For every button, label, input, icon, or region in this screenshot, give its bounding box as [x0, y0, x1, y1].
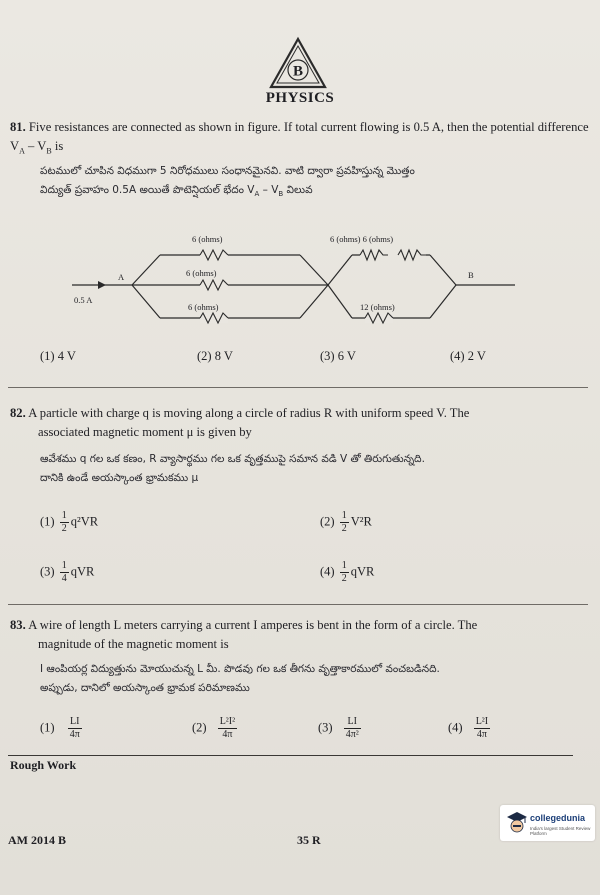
separator [8, 604, 588, 605]
circuit-diagram [60, 228, 530, 340]
graduate-logo-icon [506, 811, 528, 835]
question-number: 82. [10, 406, 26, 420]
q82-option-4: (4) $\frac{1}{2}$ qVR [320, 560, 375, 584]
label-r-top: 6 (ohms) [192, 234, 223, 244]
watermark-name: collegedunia [530, 813, 586, 823]
question-82-telugu: ఆవేశము q గల ఒక కణం, R వ్యాసార్థము గల ఒక వృత్తముపై సమాన వడి V తో తిరుగుతున్నది. దానికి ఉండే అయస్కాంత భ్రామకము μ [40, 453, 425, 484]
question-83-telugu: I ఆంపియర్ల విద్యుత్తును మోయుచున్న L మీ. పొడవు గల ఒక తీగను వృత్తాకారములో వంచబడినది. అప్పుడు, దానిలో అయస్కాంత భ్రామక పరిమాణము [40, 663, 440, 694]
q82-option-2: (2) $\frac{1}{2}$ V²R [320, 510, 372, 534]
q83-option-1: (1) $\frac{LI}{4\pi}$ [40, 716, 80, 740]
watermark-badge [500, 805, 595, 841]
booklet-code: B [292, 63, 304, 80]
rough-work-label: Rough Work [10, 758, 77, 772]
node-b-label: B [468, 270, 474, 280]
label-r-mid: 6 (ohms) [186, 268, 217, 278]
current-label: 0.5 A [74, 295, 93, 305]
q83-option-4: (4) $\frac{\text{L²I}}{4\pi}$ [448, 716, 489, 740]
node-a-label: A [118, 272, 125, 282]
question-83-text: 83. A wire of length L meters carrying a current I amperes is bent in the form of a circle. The magnitude of the magnetic moment is [10, 618, 478, 651]
q83-option-3: (3) $\frac{LI}{\text{4π²}}$ [318, 716, 359, 740]
page-number: 35 R [297, 833, 321, 847]
label-r-right-top: 6 (ohms) 6 (ohms) [330, 234, 394, 244]
paper-code: AM 2014 B [8, 833, 66, 847]
question-81-text: 81. Five resistances are connected as shown in figure. If total current flowing is 0.5 A, then the potential difference $V_A - V_B$ is [10, 120, 589, 156]
q81-option-3: (3) 6 V [320, 349, 356, 363]
current-arrow-icon [98, 281, 106, 289]
label-r-low: 6 (ohms) [188, 302, 219, 312]
q83-option-2: (2) $\frac{\text{L²I²}}{4\pi}$ [192, 716, 236, 740]
q82-option-1: (1) $\frac{1}{2}$ q²VR [40, 510, 99, 534]
booklet-code-triangle [268, 36, 328, 90]
question-number: 81. [10, 120, 26, 134]
q81-option-1: (1) 4 V [40, 349, 76, 363]
question-81-telugu: పటములో చూపిన విధముగా 5 నిరోధములు సంధానమైనవి. వాటి ద్వారా ప్రవహిస్తున్న మొత్తం విద్యుత్ ప్రవాహం 0.5A అయితే పొటెన్షియల్ భేదం $V_A - V_B$ విలువ [40, 165, 415, 199]
question-number: 83. [10, 618, 26, 632]
separator [8, 387, 588, 388]
question-82-text: 82. A particle with charge q is moving along a circle of radius R with uniform speed V. The associated magnetic moment μ is given by [10, 406, 470, 439]
watermark-tagline: India's largest Student Review Platform [530, 826, 591, 836]
q82-option-3: (3) $\frac{1}{4}$ qVR [40, 560, 95, 584]
q81-option-2: (2) 8 V [197, 349, 233, 363]
label-r-right-low: 12 (ohms) [360, 302, 395, 312]
subject-title: PHYSICS [265, 90, 335, 106]
q81-option-4: (4) 2 V [450, 349, 486, 363]
separator [8, 755, 573, 756]
